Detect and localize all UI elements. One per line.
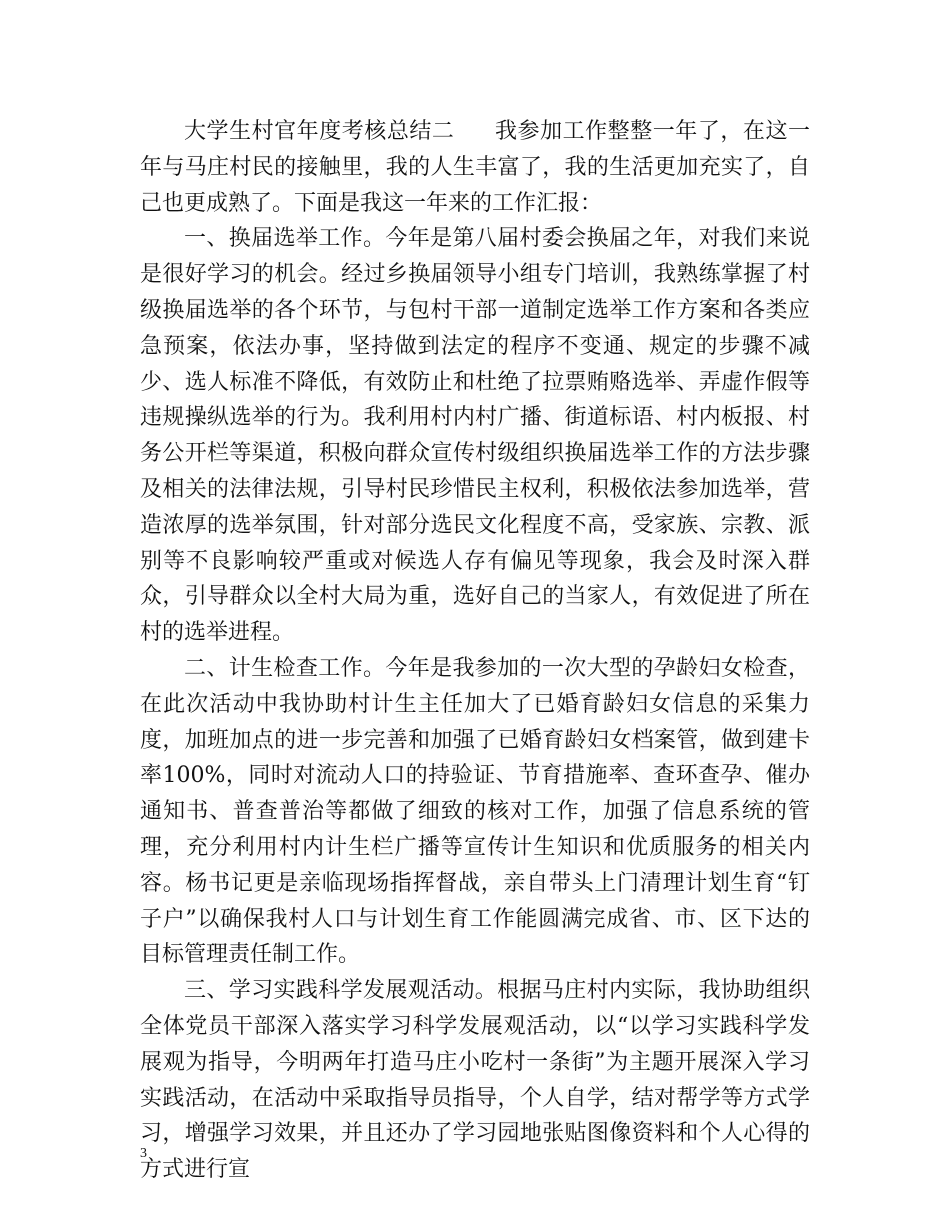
intro-paragraph [140, 114, 810, 221]
paragraph-scientific-development: 三、学习实践科学发展观活动。根据马庄村内实际，我协助组织全体党员干部深入落实学习科学发展观活动，以“以学习实践科学发展观为指导，今明两年打造马庄小吃村一条街”为主题开展深入学习实践活动，在活动中采取指导员指导，个人自学，结对帮学等方式学习，增强学习效果，并且还办了学习园地张贴图像资料和个人心得的方式进行宣 [140, 978, 810, 1183]
paragraph-intro-text: 我参加工作整整一年了，在这一年与马庄村民的接触里，我的人生丰富了，我的生活更加充实了，自己也更成熟了。下面是我这一年来的工作汇报： [140, 119, 810, 216]
page-number: 3 [140, 1146, 147, 1161]
paragraph-election: 一、换届选举工作。今年是第八届村委会换届之年，对我们来说是很好学习的机会。经过乡换届领导小组专门培训，我熟练掌握了村级换届选举的各个环节，与包村干部一道制定选举工作方案和各类应急预案，依法办事，坚持做到法定的程序不变通、规定的步骤不减少、选人标准不降低，有效防止和杜绝了拉票贿赂选举、弄虚作假等违规操纵选举的行为。我利用村内村广播、街道标语、村内板报、村务公开栏等渠道，积极向群众宣传村级组织换届选举工作的方法步骤及相关的法律法规，引导村民珍惜民主权利，积极依法参加选举，营造浓厚的选举氛围，针对部分选民文化程度不高，受家族、宗教、派别等不良影响较严重或对候选人存有偏见等现象，我会及时深入群众，引导群众以全村大局为重，选好自己的当家人，有效促进了所在村的选举进程。 [140, 226, 810, 646]
paragraph-family-planning: 二、计生检查工作。今年是我参加的一次大型的孕龄妇女检查，在此次活动中我协助村计生主任加大了已婚育龄妇女信息的采集力度，加班加点的进一步完善和加强了已婚育龄妇女档案管，做到建卡率100%，同时对流动人口的持验证、节育措施率、查环查孕、催办通知书、普查普治等都做了细致的核对工作，加强了信息系统的管理，充分利用村内计生栏广播等宣传计生知识和优质服务的相关内容。杨书记更是亲临现场指挥督战，亲自带头上门清理计划生育“钉子户”以确保我村人口与计划生育工作能圆满完成省、市、区下达的目标管理责任制工作。 [140, 655, 810, 968]
document-body [140, 114, 810, 1188]
document-title: 大学生村官年度考核总结二 [184, 119, 455, 144]
